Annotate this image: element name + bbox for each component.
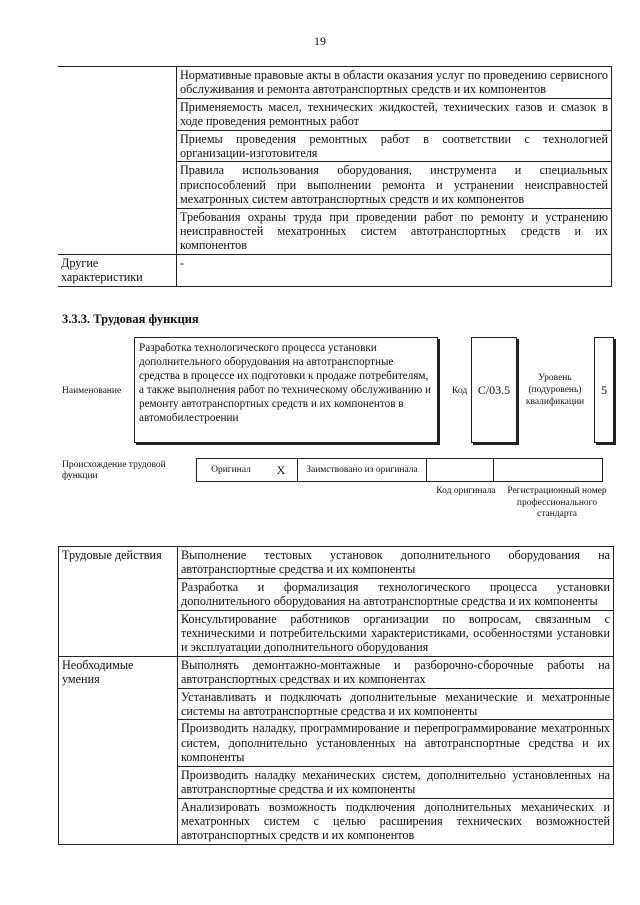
function-name-box: Разработка технологического процесса установки дополнительного оборудования на автотранспортные средства в процессе их подготовки к продаже потребителям, а также выполнения работ по техническому обслуживанию и ремонту автотранспортных средств и их компонентов в автомобилестроении: [134, 337, 438, 443]
code-original-caption: Код оригинала: [436, 486, 496, 496]
actions-skills-table: [58, 546, 614, 845]
other-characteristics-label: Другие характеристики: [58, 254, 177, 286]
original-mark: X: [265, 459, 298, 482]
section-label: Необходимые умения: [59, 656, 178, 844]
original-label: Оригинал: [197, 459, 266, 482]
table-row: Разработка и формализация технологического процесса установки дополнительного оборудования на автотранспортные средства и их компоненты: [178, 578, 614, 610]
knowledge-table: [58, 66, 612, 287]
code-label: Код: [452, 386, 468, 396]
origin-table: [196, 458, 603, 482]
level-box: 5: [594, 337, 614, 443]
knowledge-label-cell: [58, 67, 177, 255]
table-row: Правила использования оборудования, инструмента и специальных приспособлений при выполнении ремонта и устранении неисправностей мехатронных систем автотранспортных средств и их компонентов: [177, 162, 612, 208]
table-row: Выполнение тестовых установок дополнительного оборудования на автотранспортные средства и их компоненты: [178, 547, 614, 579]
table-row: Нормативные правовые акты в области оказания услуг по проведению сервисного обслуживания и ремонта автотранспортных средств и их компонентов: [177, 67, 612, 99]
other-characteristics-value: -: [177, 254, 612, 286]
table-row: Анализировать возможность подключения дополнительных механических и мехатронных систем с целью расширения технических возможностей автотранспортных средств и их компонентов: [178, 798, 614, 844]
section-title: 3.3.3. Трудовая функция: [62, 312, 199, 326]
table-row: Консультирование работников организации по вопросам, связанным с техническими и потребительскими характеристиками, особенностями установки и эксплуатации дополнительного оборудования: [178, 610, 614, 656]
table-row: Производить наладку механических систем, дополнительно установленных на автотранспортные средства и их компоненты: [178, 766, 614, 798]
table-row: Производить наладку, программирование и перепрограммирование мехатронных систем, дополнительно установленных на автотранспортные средства и их компоненты: [178, 720, 614, 766]
section-label: Трудовые действия: [59, 547, 178, 657]
page-number: 19: [314, 34, 326, 48]
table-row: Применяемость масел, технических жидкостей, технических газов и смазок в ходе проведения ремонтных работ: [177, 98, 612, 130]
borrowed-label: Заимствовано из оригинала: [298, 459, 427, 482]
level-label: Уровень (подуровень) квалификации: [525, 373, 585, 407]
reg-number-cell: [494, 459, 603, 482]
code-original-cell: [427, 459, 494, 482]
origin-label: Происхождение трудовой функции: [62, 460, 166, 481]
function-code-box: C/03.5: [471, 337, 517, 443]
table-row: Приемы проведения ремонтных работ в соответствии с технологией организации-изготовителя: [177, 130, 612, 162]
reg-number-caption: Регистрационный номер профессионального стандарта: [507, 486, 607, 519]
table-row: Требования охраны труда при проведении работ по ремонту и устранению неисправностей мехатронных систем автотранспортных средств и их компонентов: [177, 208, 612, 254]
name-label: Наименование: [62, 386, 122, 396]
table-row: Выполнять демонтажно-монтажные и разборочно-сборочные работы на автотранспортных средствах и их компонентах: [178, 656, 614, 688]
table-row: Устанавливать и подключать дополнительные механические и мехатронные системы на автотранспортные средства и их компоненты: [178, 688, 614, 720]
